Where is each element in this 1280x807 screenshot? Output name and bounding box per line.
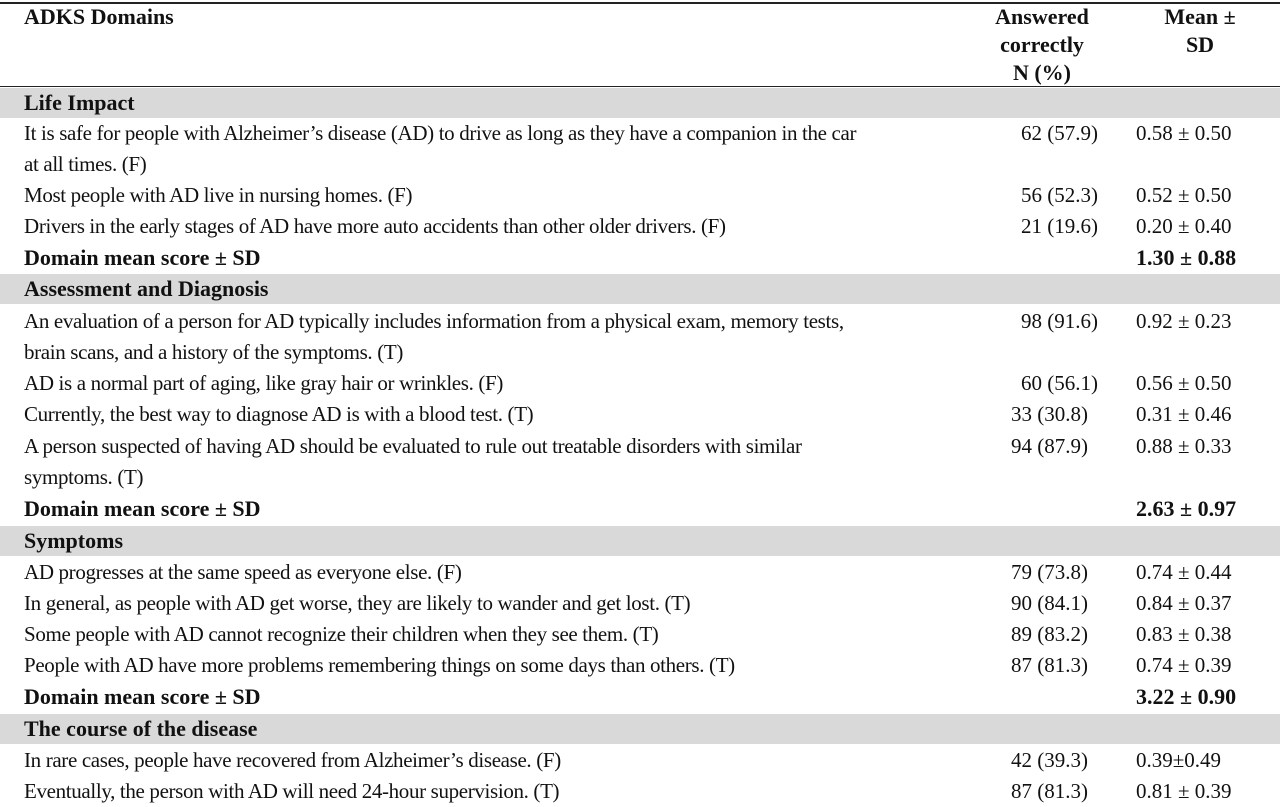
item-line: A person suspected of having AD should be evaluated to rule out treatable disorders with similar — [24, 434, 802, 458]
item-line: Currently, the best way to diagnose AD is with a blood test. (T) — [24, 402, 534, 426]
header-answered-line: N (%) — [1012, 60, 1072, 85]
item-line: In general, as people with AD get worse, they are likely to wander and get lost. (T) — [24, 591, 691, 615]
header-mean-line: SD — [1185, 32, 1215, 57]
answered-cell: 94 (87.9) — [1011, 434, 1088, 458]
domain-mean-label: Domain mean score ± SD — [24, 496, 261, 521]
section-title: Life Impact — [24, 90, 135, 115]
item-line: at all times. (F) — [24, 152, 147, 176]
mean-cell: 0.92 ± 0.23 — [1136, 309, 1232, 333]
item-line: People with AD have more problems remembering things on some days than others. (T) — [24, 653, 735, 677]
header-rule — [0, 86, 1280, 87]
item-line: Most people with AD live in nursing homes. (F) — [24, 183, 413, 207]
header-mean-sd — [1130, 3, 1270, 59]
item-line: Eventually, the person with AD will need 24-hour supervision. (T) — [24, 779, 560, 803]
mean-cell: 0.74 ± 0.39 — [1136, 653, 1232, 677]
item-line: Drivers in the early stages of AD have more auto accidents than other older drivers. (F) — [24, 214, 726, 238]
item-text — [24, 745, 939, 776]
mean-cell: 0.84 ± 0.37 — [1136, 591, 1232, 615]
mean-cell: 0.58 ± 0.50 — [1136, 121, 1232, 145]
domain-mean-value: 3.22 ± 0.90 — [1136, 684, 1237, 709]
mean-cell: 0.31 ± 0.46 — [1136, 402, 1232, 426]
answered-cell: 87 (81.3) — [1011, 779, 1088, 803]
item-text — [24, 180, 939, 211]
item-line: It is safe for people with Alzheimer’s disease (AD) to drive as long as they have a companion in the car — [24, 121, 857, 145]
item-text — [24, 431, 939, 493]
section-header — [0, 526, 1280, 556]
answered-cell: 33 (30.8) — [1011, 402, 1088, 426]
item-text — [24, 650, 939, 681]
item-text — [24, 399, 939, 430]
item-line: symptoms. (T) — [24, 465, 144, 489]
item-text — [24, 776, 939, 807]
mean-cell: 0.39±0.49 — [1136, 748, 1222, 772]
item-line: In rare cases, people have recovered from Alzheimer’s disease. (F) — [24, 748, 561, 772]
mean-cell: 0.56 ± 0.50 — [1136, 371, 1232, 395]
answered-cell: 42 (39.3) — [1011, 748, 1088, 772]
item-line: AD is a normal part of aging, like gray hair or wrinkles. (F) — [24, 371, 504, 395]
domain-mean-value: 1.30 ± 0.88 — [1136, 245, 1237, 270]
answered-cell: 79 (73.8) — [1011, 560, 1088, 584]
item-line: brain scans, and a history of the symptoms. (T) — [24, 340, 403, 364]
item-line: An evaluation of a person for AD typically includes information from a physical exam, memory tests, — [24, 309, 844, 333]
section-header — [0, 714, 1280, 744]
item-text — [24, 619, 939, 650]
mean-cell: 0.81 ± 0.39 — [1136, 779, 1232, 803]
item-text — [24, 211, 939, 242]
item-line: AD progresses at the same speed as everyone else. (F) — [24, 560, 462, 584]
mean-cell: 0.83 ± 0.38 — [1136, 622, 1232, 646]
header-mean-line: Mean ± — [1164, 4, 1236, 29]
section-title: Symptoms — [24, 528, 124, 553]
section-header — [0, 274, 1280, 304]
item-text — [24, 118, 939, 180]
section-title: The course of the disease — [24, 716, 258, 741]
item-text — [24, 588, 939, 619]
item-text — [24, 368, 939, 399]
section-header — [0, 88, 1280, 118]
mean-cell: 0.74 ± 0.44 — [1136, 560, 1232, 584]
answered-cell: 87 (81.3) — [1011, 653, 1088, 677]
answered-cell: 89 (83.2) — [1011, 622, 1088, 646]
answered-cell: 90 (84.1) — [1011, 591, 1088, 615]
domain-mean-label: Domain mean score ± SD — [24, 245, 261, 270]
item-line: Some people with AD cannot recognize their children when they see them. (T) — [24, 622, 659, 646]
domain-mean-value: 2.63 ± 0.97 — [1136, 496, 1237, 521]
answered-cell: 56 (52.3) — [1021, 183, 1098, 207]
mean-cell: 0.88 ± 0.33 — [1136, 434, 1232, 458]
section-title: Assessment and Diagnosis — [24, 276, 269, 301]
mean-cell: 0.52 ± 0.50 — [1136, 183, 1232, 207]
answered-cell: 62 (57.9) — [1021, 121, 1098, 145]
header-answered-line: Answered — [995, 4, 1089, 29]
header-answered-correctly — [960, 3, 1124, 87]
answered-cell: 60 (56.1) — [1021, 371, 1098, 395]
answered-cell: 98 (91.6) — [1021, 309, 1098, 333]
item-text — [24, 306, 939, 368]
mean-cell: 0.20 ± 0.40 — [1136, 214, 1232, 238]
header-domains: ADKS Domains — [24, 4, 174, 29]
header-answered-line: correctly — [1000, 32, 1084, 57]
answered-cell: 21 (19.6) — [1021, 214, 1098, 238]
item-text — [24, 557, 939, 588]
domain-mean-label: Domain mean score ± SD — [24, 684, 261, 709]
